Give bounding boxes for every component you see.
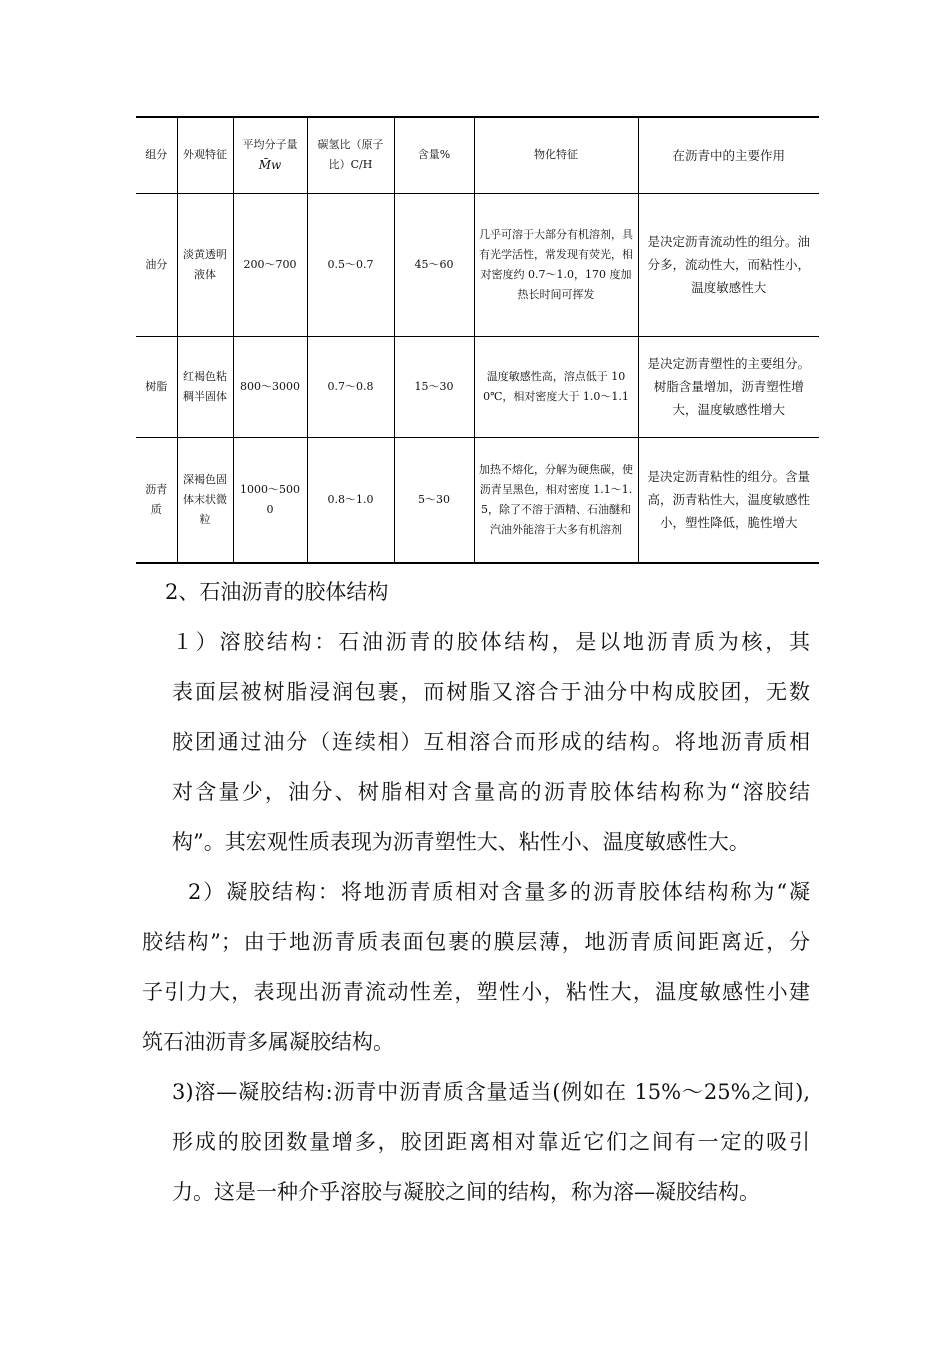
paragraph-1-line: 构”。其宏观性质表现为沥青塑性大、粘性小、温度敏感性大。: [172, 830, 750, 854]
header-appearance: 外观特征: [177, 117, 233, 193]
cell-properties: 温度敏感性高，溶点低于 100℃，相对密度大于 1.0～1.1: [474, 336, 638, 437]
cell-appearance: 红褐色粘稠半固体: [177, 336, 233, 437]
paragraph-3-line: 3)溶—凝胶结构:沥青中沥青质含量适当(例如在 15%～25%之间),: [172, 1080, 810, 1104]
cell-content: 5～30: [394, 437, 474, 563]
cell-appearance: 深褐色固体末状微粒: [177, 437, 233, 563]
paragraph-3-line: 力。这是一种介乎溶胶与凝胶之间的结构，称为溶—凝胶结构。: [172, 1180, 760, 1204]
cell-properties: 几乎可溶于大部分有机溶剂，具有光学活性，常发现有荧光，相对密度约 0.7～1.0，170 度加热长时间可挥发: [474, 193, 638, 336]
header-component: 组分: [136, 117, 177, 193]
paragraph-1-line: １）溶胶结构：石油沥青的胶体结构，是以地沥青质为核，其: [172, 630, 810, 654]
asphalt-components-table: [136, 116, 819, 564]
cell-avg-mw: 200～700: [233, 193, 307, 336]
table-row-resin: [136, 336, 819, 437]
header-avg-mw-label: 平均分子量: [242, 138, 298, 152]
paragraph-1-line: 对含量少，油分、树脂相对含量高的沥青胶体结构称为“溶胶结: [172, 780, 810, 804]
paragraph-1-line: 胶团通过油分（连续相）互相溶合而形成的结构。将地沥青质相: [172, 730, 810, 754]
cell-component: 树脂: [136, 336, 177, 437]
header-avg-mw: [233, 117, 307, 193]
paragraph-1-line: 表面层被树脂浸润包裹，而树脂又溶合于油分中构成胶团，无数: [172, 680, 810, 704]
cell-role: 是决定沥青粘性的组分。含量高，沥青粘性大，温度敏感性小，塑性降低，脆性增大: [638, 437, 819, 563]
table-row-asphaltene: [136, 437, 819, 563]
header-properties: 物化特征: [474, 117, 638, 193]
cell-ch-ratio: 0.8～1.0: [307, 437, 394, 563]
paragraph-2-line: 筑石油沥青多属凝胶结构。: [142, 1030, 394, 1054]
cell-role: 是决定沥青流动性的组分。油分多，流动性大，而粘性小，温度敏感性大: [638, 193, 819, 336]
cell-content: 15～30: [394, 336, 474, 437]
header-role: 在沥青中的主要作用: [638, 117, 819, 193]
avg-mw-symbol: M̄w: [258, 158, 282, 173]
cell-content: 45～60: [394, 193, 474, 336]
cell-avg-mw: 1000～5000: [233, 437, 307, 563]
header-ch-ratio: 碳氢比（原子比）C/H: [307, 117, 394, 193]
paragraph-2-line: 胶结构”；由于地沥青质表面包裹的膜层薄，地沥青质间距离近，分: [142, 930, 810, 954]
cell-avg-mw: 800～3000: [233, 336, 307, 437]
table-row-oil: [136, 193, 819, 336]
paragraph-2-line: 2）凝胶结构：将地沥青质相对含量多的沥青胶体结构称为“凝: [188, 880, 810, 904]
cell-component: 沥青质: [136, 437, 177, 563]
header-content: 含量%: [394, 117, 474, 193]
cell-component: 油分: [136, 193, 177, 336]
cell-role: 是决定沥青塑性的主要组分。树脂含量增加，沥青塑性增大，温度敏感性增大: [638, 336, 819, 437]
cell-appearance: 淡黄透明液体: [177, 193, 233, 336]
table-header-row: [136, 117, 819, 193]
section-heading: 2、石油沥青的胶体结构: [165, 580, 389, 604]
cell-ch-ratio: 0.7～0.8: [307, 336, 394, 437]
cell-ch-ratio: 0.5～0.7: [307, 193, 394, 336]
paragraph-3-line: 形成的胶团数量增多，胶团距离相对靠近它们之间有一定的吸引: [172, 1130, 810, 1154]
paragraph-2-line: 子引力大，表现出沥青流动性差，塑性小，粘性大，温度敏感性小建: [142, 980, 810, 1004]
cell-properties: 加热不熔化，分解为硬焦碳，使沥青呈黑色，相对密度 1.1～1.5，除了不溶于酒精、石油醚和汽油外能溶于大多有机溶剂: [474, 437, 638, 563]
